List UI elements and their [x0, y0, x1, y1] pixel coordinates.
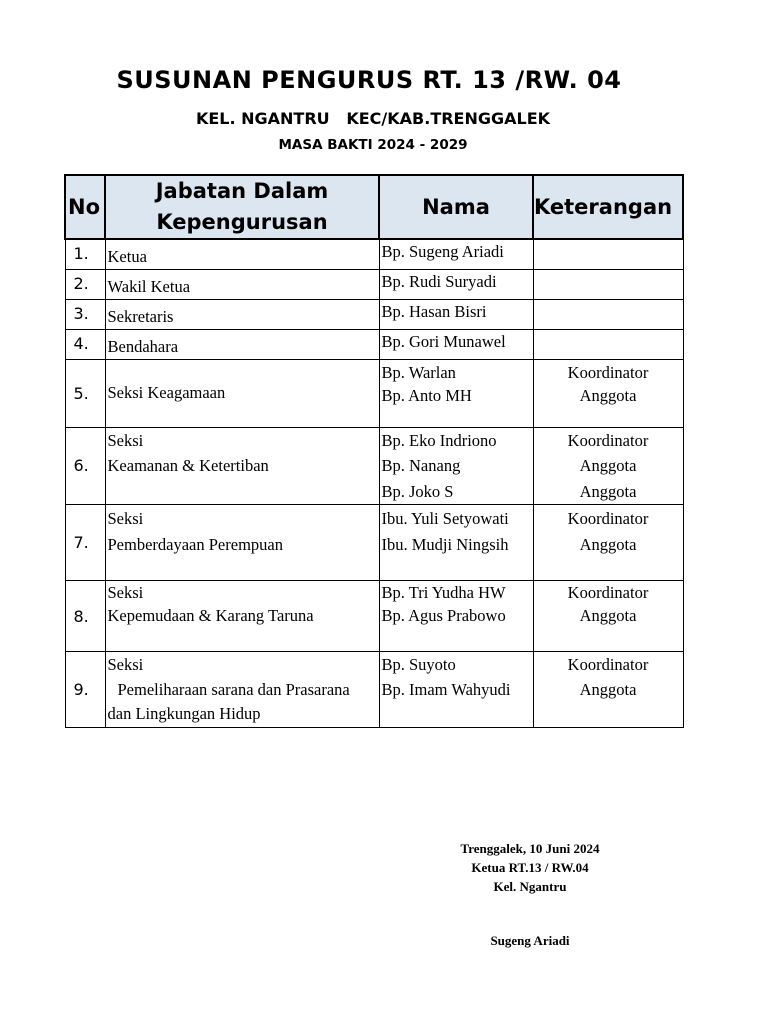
document-title: SUSUNAN PENGURUS RT. 13 /RW. 04 — [116, 66, 622, 94]
header-jabatan — [105, 175, 379, 239]
cell-keterangan — [533, 505, 683, 581]
cell-jabatan — [105, 652, 379, 728]
cell-keterangan — [533, 359, 683, 427]
keterangan-line: Anggota — [579, 534, 637, 554]
cell-no: 3. — [65, 299, 105, 329]
header-no: No — [65, 175, 105, 239]
cell-nama — [379, 329, 533, 359]
keterangan-line: Anggota — [579, 679, 637, 699]
cell-no: 4. — [65, 329, 105, 359]
nama-line: Bp. Sugeng Ariadi — [381, 242, 504, 261]
cell-jabatan — [105, 269, 379, 299]
nama-line: Bp. Hasan Bisri — [381, 301, 487, 321]
cell-keterangan — [533, 652, 683, 728]
cell-jabatan — [105, 505, 379, 581]
table-row — [65, 359, 683, 427]
nama-line: Bp. Nanang — [381, 456, 461, 475]
header-keterangan: Keterangan — [533, 175, 683, 239]
nama-line: Bp. Agus Prabowo — [381, 606, 506, 625]
keterangan-line: Anggota — [579, 385, 637, 405]
nama-line: Bp. Suyoto — [381, 655, 456, 674]
nama-line: Bp. Tri Yudha HW — [381, 583, 506, 602]
signature-place-date: Trenggalek, 10 Juni 2024 — [460, 841, 600, 856]
table-row — [65, 299, 683, 329]
table-row — [65, 269, 683, 299]
nama-line: Bp. Anto MH — [381, 385, 472, 405]
jabatan-line: Seksi — [107, 430, 144, 450]
table-row — [65, 427, 683, 505]
keterangan-line: Anggota — [579, 456, 637, 475]
table-row — [65, 239, 683, 269]
jabatan-line: Sekretaris — [107, 307, 174, 326]
cell-keterangan — [533, 329, 683, 359]
cell-keterangan — [533, 427, 683, 505]
keterangan-line: Koordinator — [567, 509, 649, 528]
header-jabatan-line-2: Kepengurusan — [156, 210, 328, 234]
jabatan-line: Seksi — [107, 509, 144, 528]
cell-nama — [379, 427, 533, 505]
header-nama: Nama — [379, 175, 533, 239]
document-period: MASA BAKTI 2024 - 2029 — [278, 137, 468, 153]
keterangan-line: Koordinator — [567, 362, 649, 382]
nama-line: Bp. Eko Indriono — [381, 430, 497, 450]
table-row — [65, 505, 683, 581]
cell-keterangan — [533, 269, 683, 299]
signature-name: Sugeng Ariadi — [490, 933, 570, 948]
nama-line: Bp. Rudi Suryadi — [381, 271, 497, 291]
keterangan-line: Koordinator — [567, 583, 649, 602]
cell-jabatan — [105, 427, 379, 505]
cell-jabatan — [105, 581, 379, 652]
cell-jabatan — [105, 299, 379, 329]
table-row — [65, 329, 683, 359]
cell-nama — [379, 359, 533, 427]
jabatan-line: Ketua — [107, 247, 147, 267]
signature-org: Kel. Ngantru — [493, 879, 567, 894]
jabatan-line: Wakil Ketua — [107, 277, 191, 296]
table-row — [65, 652, 683, 728]
table-header-row — [65, 175, 683, 239]
keterangan-line: Koordinator — [567, 430, 649, 450]
cell-nama — [379, 299, 533, 329]
nama-line: Ibu. Mudji Ningsih — [381, 534, 509, 554]
cell-keterangan — [533, 581, 683, 652]
cell-no: 6. — [65, 427, 105, 505]
keterangan-line: Anggota — [579, 606, 637, 625]
nama-line: Bp. Gori Munawel — [381, 331, 506, 351]
nama-line: Ibu. Yuli Setyowati — [381, 509, 509, 528]
nama-line: Bp. Imam Wahyudi — [381, 679, 511, 699]
nama-line: Bp. Joko S — [381, 481, 454, 501]
jabatan-line: Seksi Keagamaan — [107, 383, 226, 402]
cell-no: 9. — [65, 652, 105, 728]
pengurus-table — [64, 174, 684, 728]
cell-no: 2. — [65, 269, 105, 299]
cell-nama — [379, 505, 533, 581]
jabatan-line: dan Lingkungan Hidup — [107, 704, 261, 723]
cell-jabatan — [105, 359, 379, 427]
signature-role: Ketua RT.13 / RW.04 — [471, 860, 589, 875]
cell-no: 5. — [65, 359, 105, 427]
cell-keterangan — [533, 239, 683, 269]
cell-jabatan — [105, 239, 379, 269]
jabatan-line: Seksi — [107, 655, 144, 674]
jabatan-line: Pemeliharaan sarana dan Prasarana — [117, 679, 350, 699]
table-body — [65, 239, 683, 728]
cell-nama — [379, 652, 533, 728]
cell-no: 1. — [65, 239, 105, 269]
table-row — [65, 581, 683, 652]
jabatan-line: Pemberdayaan Perempuan — [107, 534, 283, 554]
cell-no: 8. — [65, 581, 105, 652]
jabatan-line: Keamanan & Ketertiban — [107, 456, 269, 475]
cell-jabatan — [105, 329, 379, 359]
keterangan-line: Anggota — [579, 481, 637, 501]
nama-line: Bp. Warlan — [381, 362, 456, 382]
cell-nama — [379, 239, 533, 269]
cell-nama — [379, 581, 533, 652]
cell-nama — [379, 269, 533, 299]
cell-keterangan — [533, 299, 683, 329]
document-subtitle: KEL. NGANTRU KEC/KAB.TRENGGALEK — [195, 109, 551, 128]
header-jabatan-line-1: Jabatan Dalam — [155, 179, 329, 203]
keterangan-line: Koordinator — [567, 655, 649, 674]
jabatan-line: Bendahara — [107, 337, 179, 356]
cell-no: 7. — [65, 505, 105, 581]
jabatan-line: Seksi — [107, 583, 144, 602]
jabatan-line: Kepemudaan & Karang Taruna — [107, 606, 314, 625]
